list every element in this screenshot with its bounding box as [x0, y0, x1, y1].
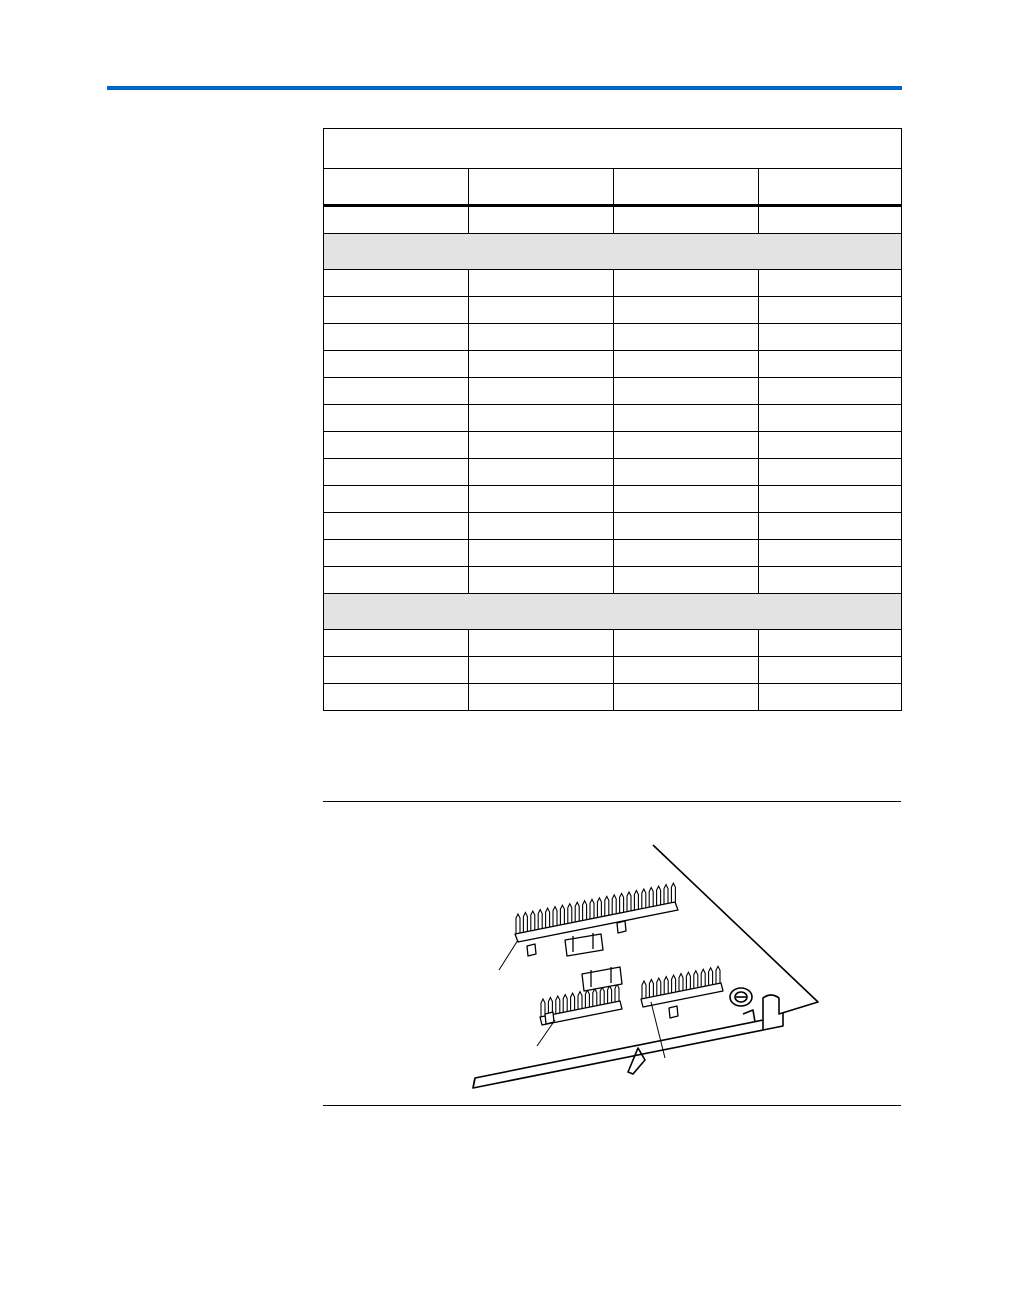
- table-cell: [759, 513, 902, 540]
- table-cell: [614, 540, 759, 567]
- table-cell: [759, 270, 902, 297]
- table-cell: [759, 405, 902, 432]
- table-cell: [469, 513, 614, 540]
- table-cell: [469, 270, 614, 297]
- column-header: [324, 169, 469, 206]
- table-cell: [324, 351, 469, 378]
- table-row: [324, 378, 902, 405]
- table-caption-row: [324, 129, 902, 169]
- table-row: [324, 657, 902, 684]
- table-cell: [469, 684, 614, 711]
- table-cell: [759, 459, 902, 486]
- table-cell: [759, 540, 902, 567]
- table-cell: [614, 206, 759, 234]
- column-header: [614, 169, 759, 206]
- column-header: [469, 169, 614, 206]
- table-row: [324, 432, 902, 459]
- figure-bottom-rule: [323, 1105, 901, 1106]
- table-cell: [614, 657, 759, 684]
- table-row: [324, 540, 902, 567]
- table-row: [324, 486, 902, 513]
- table-cell: [759, 630, 902, 657]
- table-cell: [469, 351, 614, 378]
- table-row: [324, 270, 902, 297]
- table-cell: [324, 297, 469, 324]
- table-cell: [324, 630, 469, 657]
- table-cell: [759, 297, 902, 324]
- callout-line: [651, 1002, 665, 1058]
- table-row: [324, 324, 902, 351]
- table-row: [324, 513, 902, 540]
- table-cell: [759, 684, 902, 711]
- table-cell: [469, 405, 614, 432]
- table-cell: [469, 378, 614, 405]
- table-cell: [469, 657, 614, 684]
- table-cell: [759, 567, 902, 594]
- table-row: [324, 459, 902, 486]
- page-header-rule: [107, 86, 902, 90]
- table-cell: [469, 459, 614, 486]
- table-cell: [759, 378, 902, 405]
- table-cell: [469, 567, 614, 594]
- board-outline: [473, 845, 818, 1088]
- table-caption: [324, 129, 902, 169]
- table-cell: [324, 684, 469, 711]
- column-header: [759, 169, 902, 206]
- table-cell: [614, 567, 759, 594]
- table-cell: [759, 206, 902, 234]
- table-cell: [759, 657, 902, 684]
- table-cell: [469, 486, 614, 513]
- table-cell: [324, 206, 469, 234]
- table-cell: [469, 432, 614, 459]
- table-section-row: [324, 234, 902, 270]
- table-row: [324, 351, 902, 378]
- table-row: [324, 630, 902, 657]
- table-cell: [614, 270, 759, 297]
- table-cell: [614, 297, 759, 324]
- table-cell: [324, 486, 469, 513]
- table-cell: [469, 297, 614, 324]
- table-cell: [324, 567, 469, 594]
- table-cell: [614, 324, 759, 351]
- table-cell: [324, 324, 469, 351]
- table-cell: [614, 513, 759, 540]
- data-table: [323, 128, 902, 711]
- table-section-row: [324, 594, 902, 630]
- table-row: [324, 684, 902, 711]
- table-cell: [469, 540, 614, 567]
- table-cell: [469, 324, 614, 351]
- table-cell: [469, 206, 614, 234]
- table-cell: [614, 459, 759, 486]
- table-cell: [324, 540, 469, 567]
- table-cell: [614, 405, 759, 432]
- table-cell: [759, 432, 902, 459]
- table-cell: [614, 432, 759, 459]
- table-row: [324, 297, 902, 324]
- table-row: [324, 567, 902, 594]
- table-cell: [614, 684, 759, 711]
- jumper-block-icon: [565, 933, 603, 956]
- table-cell: [324, 432, 469, 459]
- table-cell: [324, 405, 469, 432]
- table-cell: [614, 351, 759, 378]
- table-header-row: [324, 169, 902, 206]
- mounting-screw-icon: [730, 988, 752, 1006]
- table-cell: [324, 459, 469, 486]
- table-cell: [324, 513, 469, 540]
- table-cell: [469, 630, 614, 657]
- callout-line: [499, 940, 518, 970]
- section-label: [324, 234, 902, 270]
- table-row: [324, 405, 902, 432]
- table-cell: [614, 486, 759, 513]
- table-cell: [759, 324, 902, 351]
- table-cell: [759, 486, 902, 513]
- table-row: [324, 206, 902, 234]
- table-cell: [614, 630, 759, 657]
- table-cell: [324, 657, 469, 684]
- table-cell: [324, 270, 469, 297]
- board-illustration: [323, 802, 901, 1105]
- table-cell: [759, 351, 902, 378]
- section-label: [324, 594, 902, 630]
- table-cell: [614, 378, 759, 405]
- table-cell: [324, 378, 469, 405]
